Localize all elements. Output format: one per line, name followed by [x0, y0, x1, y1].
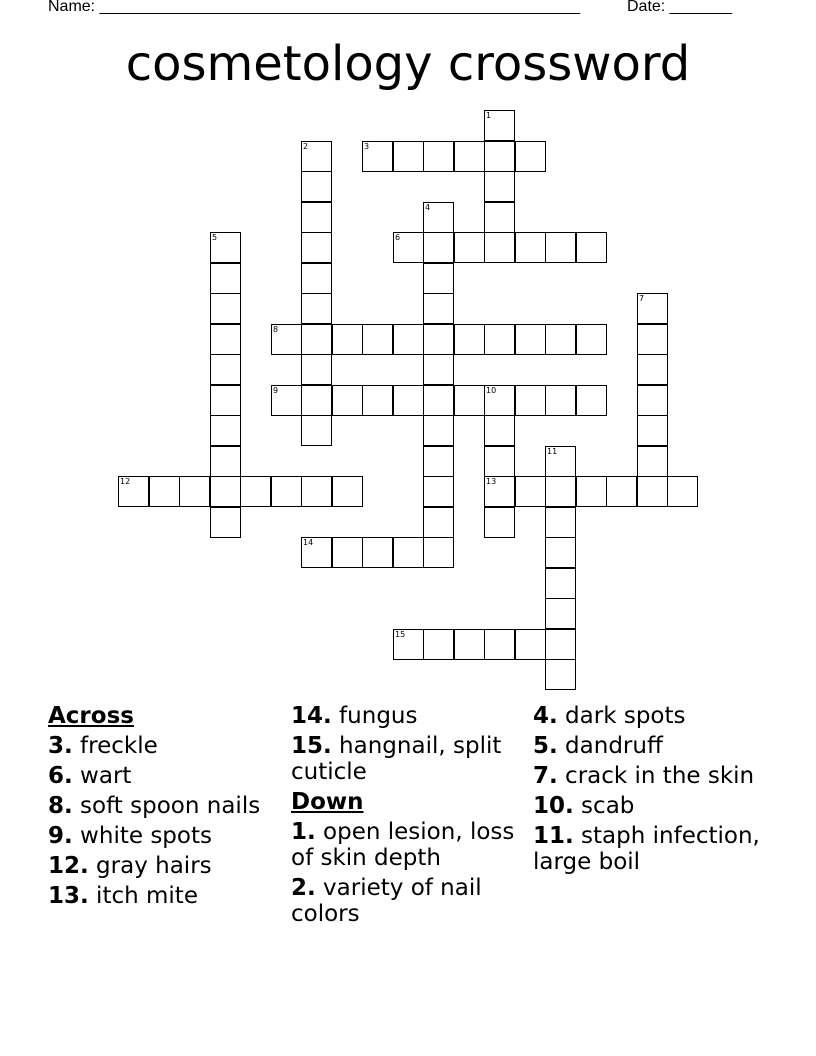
- clue-text: gray hairs: [88, 853, 212, 879]
- clue-number: 3.: [48, 733, 73, 759]
- grid-cell[interactable]: [271, 324, 302, 355]
- grid-cell[interactable]: [149, 476, 180, 507]
- grid-cell[interactable]: [454, 141, 485, 172]
- grid-cell[interactable]: [301, 354, 332, 385]
- down-clue-5: [533, 733, 769, 759]
- clue-number: 14.: [291, 703, 332, 729]
- grid-cell[interactable]: [393, 324, 424, 355]
- grid-cell[interactable]: [545, 568, 576, 599]
- grid-cell[interactable]: [423, 415, 454, 446]
- grid-cell[interactable]: [301, 385, 332, 416]
- grid-cell[interactable]: [393, 232, 424, 263]
- grid-cell[interactable]: [332, 385, 363, 416]
- cell-number: 11: [547, 447, 558, 456]
- grid-cell[interactable]: [484, 141, 515, 172]
- puzzle-title: cosmetology crossword: [125, 36, 691, 92]
- grid-cell[interactable]: [484, 171, 515, 202]
- clue-column-3: [533, 703, 769, 879]
- clue-number: 6.: [48, 763, 73, 789]
- grid-cell[interactable]: [637, 446, 668, 477]
- grid-cell[interactable]: [606, 476, 637, 507]
- grid-cell[interactable]: [637, 385, 668, 416]
- grid-cell[interactable]: [301, 324, 332, 355]
- grid-cell[interactable]: [576, 324, 607, 355]
- clue-text: soft spoon nails: [72, 793, 261, 819]
- grid-cell[interactable]: [454, 385, 485, 416]
- grid-cell[interactable]: [210, 354, 241, 385]
- grid-cell[interactable]: [301, 141, 332, 172]
- cell-number: 9: [273, 386, 279, 395]
- grid-cell[interactable]: [423, 293, 454, 324]
- grid-cell[interactable]: [210, 324, 241, 355]
- grid-cell[interactable]: [484, 415, 515, 446]
- cell-number: 3: [364, 142, 370, 151]
- grid-cell[interactable]: [301, 415, 332, 446]
- grid-cell[interactable]: [423, 263, 454, 294]
- clue-number: 13.: [48, 883, 89, 909]
- grid-cell[interactable]: [301, 476, 332, 507]
- clue-number: 1.: [291, 819, 316, 845]
- grid-cell[interactable]: [423, 202, 454, 233]
- clue-number: 2.: [291, 875, 316, 901]
- across-clue-15: [291, 733, 527, 785]
- grid-cell[interactable]: [332, 476, 363, 507]
- grid-cell[interactable]: [545, 232, 576, 263]
- down-clue-4: [533, 703, 769, 729]
- grid-cell[interactable]: [332, 324, 363, 355]
- grid-cell[interactable]: [515, 385, 546, 416]
- across-clue-13: [48, 883, 284, 909]
- grid-cell[interactable]: [179, 476, 210, 507]
- clue-text: itch mite: [88, 883, 198, 909]
- grid-cell[interactable]: [515, 141, 546, 172]
- across-clue-9: [48, 823, 284, 849]
- grid-cell[interactable]: [637, 354, 668, 385]
- grid-cell[interactable]: [484, 507, 515, 538]
- grid-cell[interactable]: [576, 385, 607, 416]
- grid-cell[interactable]: [301, 171, 332, 202]
- grid-cell[interactable]: [545, 507, 576, 538]
- grid-cell[interactable]: [545, 324, 576, 355]
- cell-number: 7: [639, 294, 645, 303]
- grid-cell[interactable]: [423, 141, 454, 172]
- clue-number: 7.: [533, 763, 558, 789]
- grid-cell[interactable]: [484, 110, 515, 141]
- grid-cell[interactable]: [423, 232, 454, 263]
- grid-cell[interactable]: [423, 537, 454, 568]
- grid-cell[interactable]: [454, 324, 485, 355]
- grid-cell[interactable]: [484, 629, 515, 660]
- cell-number: 2: [303, 142, 309, 151]
- across-heading: Across: [48, 703, 134, 729]
- grid-cell[interactable]: [637, 293, 668, 324]
- down-clue-7: [533, 763, 769, 789]
- grid-cell[interactable]: [454, 629, 485, 660]
- grid-cell[interactable]: [423, 476, 454, 507]
- grid-cell[interactable]: [576, 476, 607, 507]
- grid-cell[interactable]: [545, 629, 576, 660]
- clue-text: variety of nail colors: [291, 875, 482, 927]
- grid-cell[interactable]: [210, 507, 241, 538]
- grid-cell[interactable]: [545, 598, 576, 629]
- across-clue-12: [48, 853, 284, 879]
- grid-cell[interactable]: [545, 385, 576, 416]
- clue-column-2: [291, 703, 527, 931]
- down-clue-11: [533, 823, 769, 875]
- clue-number: 9.: [48, 823, 73, 849]
- cell-number: 13: [486, 477, 497, 486]
- grid-cell[interactable]: [210, 263, 241, 294]
- grid-cell[interactable]: [301, 537, 332, 568]
- grid-cell[interactable]: [423, 324, 454, 355]
- clue-text: white spots: [72, 823, 212, 849]
- cell-number: 15: [395, 630, 406, 639]
- cell-number: 8: [273, 325, 279, 334]
- grid-cell[interactable]: [210, 446, 241, 477]
- down-clue-10: [533, 793, 769, 819]
- grid-cell[interactable]: [423, 507, 454, 538]
- cell-number: 5: [212, 233, 218, 242]
- clue-number: 8.: [48, 793, 73, 819]
- grid-cell[interactable]: [393, 537, 424, 568]
- across-clue-3: [48, 733, 284, 759]
- clue-number: 4.: [533, 703, 558, 729]
- grid-cell[interactable]: [118, 476, 149, 507]
- grid-cell[interactable]: [545, 659, 576, 690]
- grid-cell[interactable]: [210, 293, 241, 324]
- grid-cell[interactable]: [515, 629, 546, 660]
- down-heading: Down: [291, 789, 364, 815]
- grid-cell[interactable]: [454, 232, 485, 263]
- clue-text: dark spots: [557, 703, 686, 729]
- clue-number: 15.: [291, 733, 332, 759]
- grid-cell[interactable]: [637, 324, 668, 355]
- grid-cell[interactable]: [210, 415, 241, 446]
- grid-cell[interactable]: [423, 354, 454, 385]
- across-clue-6: [48, 763, 284, 789]
- date-field[interactable]: Date: _______: [627, 0, 732, 15]
- grid-cell[interactable]: [484, 202, 515, 233]
- grid-cell[interactable]: [301, 232, 332, 263]
- grid-cell[interactable]: [210, 232, 241, 263]
- grid-cell[interactable]: [393, 385, 424, 416]
- grid-cell[interactable]: [210, 385, 241, 416]
- cell-number: 12: [120, 477, 131, 486]
- grid-cell[interactable]: [362, 324, 393, 355]
- clue-text: wart: [72, 763, 132, 789]
- grid-cell[interactable]: [362, 385, 393, 416]
- clue-text: freckle: [72, 733, 158, 759]
- grid-cell[interactable]: [240, 476, 271, 507]
- grid-cell[interactable]: [362, 141, 393, 172]
- grid-cell[interactable]: [301, 263, 332, 294]
- clue-text: open lesion, loss of skin depth: [291, 819, 515, 871]
- grid-cell[interactable]: [667, 476, 698, 507]
- clue-text: dandruff: [557, 733, 663, 759]
- clue-number: 12.: [48, 853, 89, 879]
- grid-cell[interactable]: [271, 385, 302, 416]
- clue-number: 10.: [533, 793, 574, 819]
- clue-text: crack in the skin: [557, 763, 755, 789]
- grid-cell[interactable]: [515, 324, 546, 355]
- grid-cell[interactable]: [362, 537, 393, 568]
- grid-cell[interactable]: [393, 141, 424, 172]
- across-clue-14: [291, 703, 527, 729]
- grid-cell[interactable]: [484, 232, 515, 263]
- grid-cell[interactable]: [545, 537, 576, 568]
- clue-number: 5.: [533, 733, 558, 759]
- grid-cell[interactable]: [484, 324, 515, 355]
- grid-cell[interactable]: [576, 232, 607, 263]
- grid-cell[interactable]: [423, 385, 454, 416]
- clue-text: hangnail, split cuticle: [291, 733, 502, 785]
- grid-cell[interactable]: [515, 232, 546, 263]
- grid-cell[interactable]: [210, 476, 241, 507]
- grid-cell[interactable]: [545, 446, 576, 477]
- grid-cell[interactable]: [271, 476, 302, 507]
- grid-cell[interactable]: [515, 476, 546, 507]
- grid-cell[interactable]: [484, 446, 515, 477]
- across-clue-8: [48, 793, 284, 819]
- cell-number: 6: [395, 233, 401, 242]
- grid-cell[interactable]: [393, 629, 424, 660]
- cell-number: 4: [425, 203, 431, 212]
- cell-number: 1: [486, 111, 492, 120]
- clue-text: scab: [573, 793, 635, 819]
- cell-number: 10: [486, 386, 497, 395]
- grid-cell[interactable]: [332, 537, 363, 568]
- clue-text: fungus: [331, 703, 418, 729]
- cell-number: 14: [303, 538, 314, 547]
- clue-text: staph infection, large boil: [533, 823, 760, 875]
- grid-cell[interactable]: [545, 476, 576, 507]
- grid-cell[interactable]: [637, 415, 668, 446]
- grid-cell[interactable]: [484, 385, 515, 416]
- grid-cell[interactable]: [423, 446, 454, 477]
- clue-column-1: [48, 703, 284, 913]
- clue-number: 11.: [533, 823, 574, 849]
- grid-cell[interactable]: [484, 476, 515, 507]
- grid-cell[interactable]: [301, 293, 332, 324]
- down-clue-2: [291, 875, 527, 927]
- name-field[interactable]: Name: ______________________________________________________: [48, 0, 581, 15]
- grid-cell[interactable]: [637, 476, 668, 507]
- grid-cell[interactable]: [301, 202, 332, 233]
- grid-cell[interactable]: [423, 629, 454, 660]
- down-clue-1: [291, 819, 527, 871]
